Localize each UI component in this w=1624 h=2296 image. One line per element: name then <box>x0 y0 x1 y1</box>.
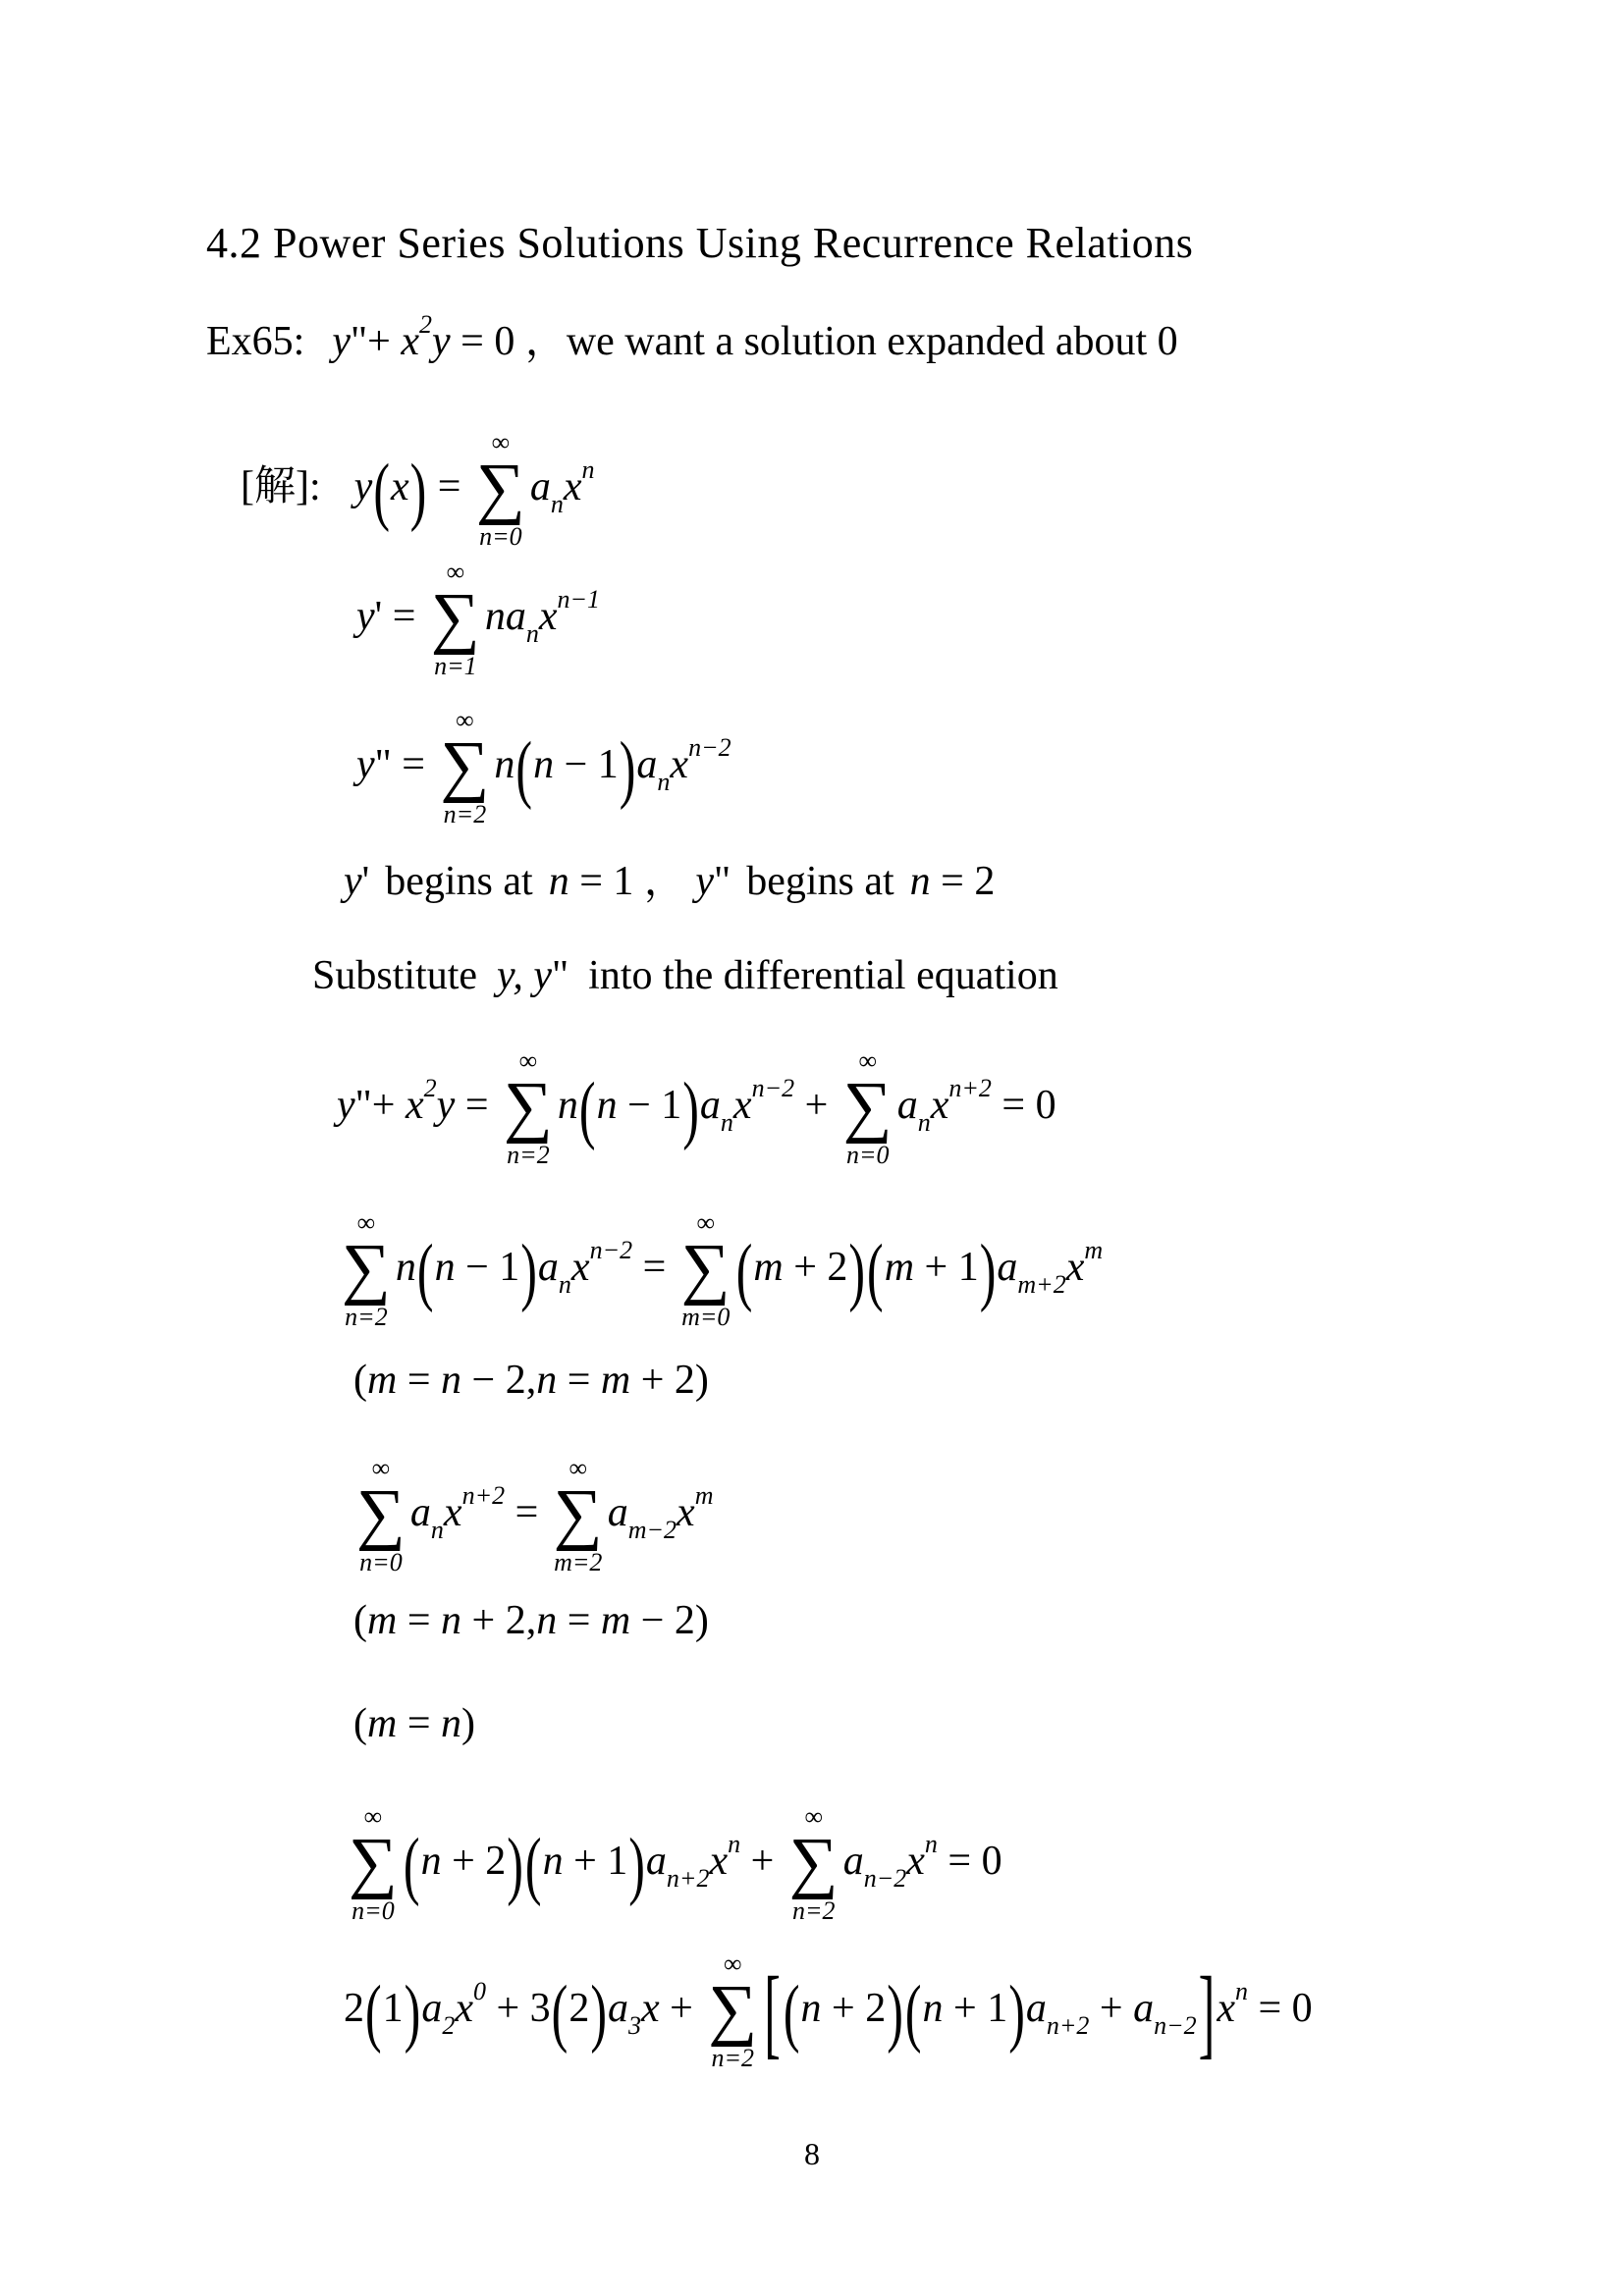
big-parenthesis: ) <box>1008 1968 1025 2055</box>
variable-superscript: n+2 <box>948 1073 992 1102</box>
variable-base: x <box>709 1838 729 1884</box>
math-variable <box>699 1082 733 1137</box>
variable-base: a <box>997 1244 1018 1290</box>
big-parenthesis: ) <box>887 1968 903 2055</box>
math-italic-text: y <box>356 741 375 787</box>
sum-upper-limit: ∞ <box>356 1208 376 1237</box>
math-roman-text: begins at <box>385 859 533 904</box>
math-italic-text: n <box>548 859 569 904</box>
variable-superscript: m <box>1084 1235 1104 1264</box>
sum-upper-limit: ∞ <box>858 1046 878 1075</box>
summation-symbol <box>431 560 480 679</box>
variable-base: a <box>529 463 551 509</box>
sum-upper-limit: ∞ <box>456 706 474 734</box>
math-variable <box>505 593 539 648</box>
math-roman-text: ( <box>353 1358 367 1403</box>
math-variable <box>406 1073 437 1128</box>
big-parenthesis: ) <box>404 1968 421 2055</box>
math-roman-text: ( <box>353 1701 367 1746</box>
variable-superscript: 0 <box>472 1976 486 2005</box>
math-italic-text: m <box>884 1244 915 1290</box>
sigma-icon: ∑ <box>356 1476 406 1552</box>
math-italic-text: n <box>533 741 555 787</box>
math-italic-text: n <box>909 859 931 904</box>
variable-subscript: n <box>657 767 671 796</box>
math-italic-text: n <box>536 1358 558 1403</box>
math-roman-text: " <box>714 859 731 904</box>
math-roman-text: + 2 <box>783 1244 848 1290</box>
math-roman-text: Substitute <box>312 953 478 998</box>
big-parenthesis: ( <box>867 1227 884 1313</box>
sum-lower-limit: m=2 <box>554 1548 603 1577</box>
variable-subscript: m−2 <box>627 1515 677 1544</box>
math-roman-text: + <box>740 1838 785 1884</box>
math-roman-text: = <box>455 1082 499 1128</box>
big-parenthesis: ) <box>619 724 636 811</box>
variable-subscript: n <box>558 1269 571 1299</box>
sum-lower-limit: n=2 <box>507 1141 550 1170</box>
big-parenthesis: ) <box>682 1065 699 1151</box>
summation-symbol <box>504 1048 553 1168</box>
math-italic-text: y <box>337 1082 355 1128</box>
sum-lower-limit: n=1 <box>434 652 477 681</box>
math-roman-text: = 1 ， <box>568 859 696 904</box>
math-variable <box>409 1489 444 1544</box>
big-parenthesis: ( <box>365 1968 382 2055</box>
big-parenthesis: ( <box>578 1065 596 1151</box>
variable-base: x <box>930 1082 949 1128</box>
math-roman-text: + 2 <box>821 1985 887 2031</box>
math-italic-text: m <box>753 1244 784 1290</box>
math-roman-text: = <box>632 1244 677 1290</box>
math-roman-text: + 1 <box>914 1244 979 1290</box>
variable-subscript: n−2 <box>1154 2010 1197 2040</box>
math-variable <box>709 1829 741 1884</box>
math-italic-text: n <box>420 1838 442 1884</box>
math-variable <box>563 454 595 509</box>
variable-base: a <box>537 1244 559 1290</box>
sigma-icon: ∑ <box>680 1231 731 1307</box>
sum-upper-limit: ∞ <box>696 1208 716 1237</box>
summation-symbol <box>356 1456 406 1575</box>
math-variable <box>607 1985 641 2040</box>
line-begins-at <box>344 856 995 908</box>
line-recurrence-equation <box>344 1951 1313 2071</box>
sigma-icon: ∑ <box>440 728 490 804</box>
big-parenthesis: ( <box>416 1227 434 1313</box>
line-ex65 <box>206 309 1178 368</box>
math-roman-text: − 1 <box>455 1244 520 1290</box>
sum-lower-limit: n=0 <box>359 1548 403 1577</box>
section-title: 4.2 Power Series Solutions Using Recurrence Relations <box>206 219 1194 267</box>
math-roman-text: ) <box>461 1701 476 1746</box>
variable-subscript: n <box>550 489 564 518</box>
big-parenthesis: ( <box>403 1821 420 1907</box>
sum-lower-limit: n=2 <box>711 2044 755 2073</box>
sum-lower-limit: m=0 <box>681 1303 731 1332</box>
variable-base: x <box>455 1985 473 2031</box>
math-variable <box>906 1829 938 1884</box>
line-solution-ansatz <box>241 430 595 550</box>
math-italic-text: n <box>494 741 515 787</box>
math-roman-text: " <box>552 953 569 998</box>
variable-base: a <box>607 1985 628 2031</box>
variable-subscript: n−2 <box>863 1863 907 1893</box>
big-parenthesis: ) <box>848 1227 866 1313</box>
math-roman-text: − 2, <box>461 1358 537 1403</box>
math-roman-text: + <box>794 1082 839 1128</box>
variable-base: x <box>1217 1985 1235 2031</box>
variable-base: a <box>1025 1985 1047 2031</box>
variable-base: x <box>677 1489 695 1535</box>
math-roman-text: − 1 <box>554 741 619 787</box>
line-index-shift-2-note <box>353 1595 709 1647</box>
variable-base: a <box>636 741 658 787</box>
sum-lower-limit: n=0 <box>845 1141 890 1170</box>
sum-upper-limit: ∞ <box>568 1454 588 1482</box>
math-italic-text: n <box>441 1701 462 1746</box>
math-italic-text: y, y <box>497 953 552 998</box>
math-italic-text: m <box>600 1598 631 1643</box>
sum-lower-limit: n=2 <box>345 1303 388 1332</box>
variable-base: x <box>538 593 558 639</box>
sum-upper-limit: ∞ <box>363 1802 383 1831</box>
variable-subscript: n <box>430 1515 444 1544</box>
big-parenthesis: ( <box>735 1227 753 1313</box>
math-italic-text: n <box>484 593 506 639</box>
sum-upper-limit: ∞ <box>804 1802 824 1831</box>
variable-superscript: n−1 <box>557 584 601 614</box>
math-italic-text: m <box>367 1598 398 1643</box>
summation-symbol <box>708 1951 757 2071</box>
math-variable <box>677 1480 714 1535</box>
line-index-shift-2 <box>352 1456 713 1575</box>
sigma-icon: ∑ <box>708 1972 758 2048</box>
sigma-icon: ∑ <box>842 1069 893 1145</box>
sum-lower-limit: n=0 <box>352 1896 395 1926</box>
math-italic-text: n <box>536 1598 558 1643</box>
math-variable <box>732 1073 795 1128</box>
line-substituted-equation <box>337 1048 1056 1168</box>
math-roman-text: = <box>505 1489 549 1535</box>
variable-base: a <box>409 1489 431 1535</box>
math-roman-text: into the differential equation <box>588 953 1058 998</box>
math-roman-text: = <box>557 1358 601 1403</box>
variable-superscript: n <box>1234 1976 1248 2005</box>
big-parenthesis: ( <box>515 724 533 811</box>
line-index-shift-1 <box>337 1210 1103 1330</box>
variable-subscript: m+2 <box>1017 1269 1066 1299</box>
variable-superscript: n <box>581 454 595 484</box>
variable-subscript: n <box>917 1107 931 1137</box>
math-roman-text: Ex65: <box>206 319 305 364</box>
math-roman-text: = 0 <box>991 1082 1056 1128</box>
math-roman-text: = 2 <box>930 859 996 904</box>
math-roman-text: 2 <box>568 1985 590 2031</box>
math-roman-text: + 2 <box>441 1838 507 1884</box>
math-variable <box>607 1489 677 1544</box>
variable-base: x <box>443 1489 462 1535</box>
math-roman-text: − 2) <box>630 1598 709 1643</box>
variable-base: a <box>896 1082 918 1128</box>
big-parenthesis: ) <box>520 1227 537 1313</box>
math-variable <box>997 1244 1066 1299</box>
variable-superscript: n <box>924 1829 938 1858</box>
math-variable <box>896 1082 931 1137</box>
big-parenthesis: ( <box>783 1968 800 2055</box>
variable-superscript: n <box>728 1829 741 1858</box>
math-roman-text: = <box>557 1598 601 1643</box>
big-parenthesis: ) <box>979 1227 997 1313</box>
line-y-double-prime <box>356 708 731 828</box>
page-number: 8 <box>804 2136 820 2171</box>
variable-base: a <box>699 1082 721 1128</box>
math-roman-text: begins at <box>746 859 894 904</box>
sum-upper-limit: ∞ <box>371 1454 391 1482</box>
math-variable <box>443 1480 506 1535</box>
math-italic-text: y <box>344 859 362 904</box>
variable-base: x <box>406 1082 424 1128</box>
summation-symbol <box>441 708 490 828</box>
big-parenthesis: ) <box>590 1968 607 2055</box>
math-variable <box>529 463 564 518</box>
sigma-icon: ∑ <box>349 1825 398 1900</box>
sigma-icon: ∑ <box>504 1069 553 1145</box>
math-italic-text: n <box>922 1985 944 2031</box>
variable-base: a <box>1133 1985 1155 2031</box>
big-parenthesis: ) <box>409 447 427 533</box>
math-roman-text: + 1 <box>943 1985 1008 2031</box>
math-roman-text: ( <box>353 1598 367 1643</box>
math-roman-text: − 1 <box>617 1082 682 1128</box>
math-roman-text: = <box>427 463 471 509</box>
variable-subscript: 2 <box>442 2010 456 2040</box>
variable-superscript: 2 <box>423 1073 437 1102</box>
sigma-icon: ∑ <box>430 580 480 656</box>
math-italic-text: y <box>436 1082 456 1128</box>
math-variable <box>645 1838 710 1893</box>
variable-subscript: n+2 <box>666 1863 710 1893</box>
math-italic-text: n <box>441 1358 462 1403</box>
variable-subscript: 3 <box>627 2010 641 2040</box>
math-variable <box>455 1976 486 2031</box>
line-y-prime <box>356 560 600 679</box>
variable-superscript: n−2 <box>589 1235 633 1264</box>
variable-base: x <box>732 1082 752 1128</box>
summation-symbol <box>349 1804 398 1924</box>
variable-base: a <box>421 1985 443 2031</box>
math-italic-text: y <box>431 319 451 364</box>
sum-lower-limit: n=0 <box>479 522 522 552</box>
math-roman-text: ' <box>361 859 370 904</box>
math-italic-text: y <box>332 319 351 364</box>
big-parenthesis: ( <box>904 1968 922 2055</box>
line-m-equals-n <box>353 1698 475 1750</box>
math-roman-text: " = <box>374 741 436 787</box>
sum-lower-limit: n=2 <box>791 1896 836 1926</box>
summation-symbol <box>476 430 525 550</box>
math-italic-text: n <box>596 1082 618 1128</box>
variable-superscript: 2 <box>418 310 432 339</box>
sigma-icon: ∑ <box>475 451 525 526</box>
line-substitute <box>312 950 1058 1002</box>
sum-upper-limit: ∞ <box>518 1046 538 1075</box>
math-italic-text: m <box>367 1358 398 1403</box>
math-variable <box>570 1235 633 1290</box>
variable-base: a <box>842 1838 864 1884</box>
variable-subscript: n+2 <box>1046 2010 1090 2040</box>
variable-base: x <box>570 1244 590 1290</box>
variable-superscript: n−2 <box>688 732 731 762</box>
math-variable <box>636 741 671 796</box>
math-italic-text: y <box>353 463 373 509</box>
sum-lower-limit: n=2 <box>443 800 487 829</box>
summation-symbol <box>554 1456 603 1575</box>
variable-superscript: n+2 <box>461 1480 506 1510</box>
big-bracket: ] <box>1198 1954 1216 2068</box>
line-index-shift-1-note <box>353 1355 709 1407</box>
math-variable <box>537 1244 571 1299</box>
math-italic-text: m <box>600 1358 631 1403</box>
math-roman-text: = 0 <box>1247 1985 1313 2031</box>
variable-base: x <box>670 741 689 787</box>
math-roman-text: = <box>397 1598 442 1643</box>
math-roman-text: ' = <box>374 593 426 639</box>
math-roman-text: = 0 ， <box>450 319 567 364</box>
math-italic-text: m <box>367 1701 398 1746</box>
math-roman-text: = <box>397 1358 442 1403</box>
big-parenthesis: ) <box>507 1821 523 1907</box>
math-roman-text: + <box>659 1985 704 2031</box>
math-variable <box>1025 1985 1090 2040</box>
math-variable <box>842 1838 907 1893</box>
math-roman-text: 1 <box>382 1985 404 2031</box>
big-parenthesis: ( <box>373 447 390 533</box>
math-italic-text: n <box>800 1985 822 2031</box>
sigma-icon: ∑ <box>342 1231 391 1307</box>
math-roman-text: = <box>397 1701 442 1746</box>
line-combined-sums <box>344 1804 1002 1924</box>
math-roman-text: = 0 <box>937 1838 1002 1884</box>
sigma-icon: ∑ <box>553 1476 603 1552</box>
math-roman-text: + 2) <box>630 1358 709 1403</box>
variable-base: x <box>1065 1244 1085 1290</box>
variable-base: a <box>645 1838 667 1884</box>
sum-upper-limit: ∞ <box>723 1949 742 1978</box>
summation-symbol <box>342 1210 391 1330</box>
math-variable <box>1065 1235 1104 1290</box>
variable-subscript: n <box>720 1107 733 1137</box>
math-roman-text: + 1 <box>563 1838 628 1884</box>
variable-base: a <box>607 1489 628 1535</box>
math-roman-text: [解]: <box>241 463 321 509</box>
summation-symbol <box>843 1048 893 1168</box>
math-variable <box>670 732 731 787</box>
sum-upper-limit: ∞ <box>491 428 511 456</box>
sum-upper-limit: ∞ <box>446 558 465 586</box>
math-italic-text: n <box>434 1244 456 1290</box>
math-italic-text: y <box>695 859 715 904</box>
variable-base: x <box>401 319 419 364</box>
summation-symbol <box>789 1804 839 1924</box>
math-roman-text: + 3 <box>485 1985 551 2031</box>
math-roman-text: "+ <box>350 319 402 364</box>
variable-base: x <box>906 1838 925 1884</box>
big-parenthesis: ) <box>628 1821 645 1907</box>
variable-subscript: n <box>525 618 539 648</box>
math-roman-text: + 2, <box>461 1598 537 1643</box>
math-variable <box>538 584 601 639</box>
math-variable <box>421 1985 456 2040</box>
variable-base: a <box>505 593 526 639</box>
math-italic-text: y <box>356 593 375 639</box>
math-italic-text: n <box>542 1838 564 1884</box>
variable-superscript: n−2 <box>751 1073 795 1102</box>
math-italic-text: x <box>390 463 409 509</box>
big-parenthesis: ( <box>551 1968 568 2055</box>
math-variable <box>930 1073 992 1128</box>
big-bracket: [ <box>764 1954 781 2068</box>
math-italic-text: n <box>395 1244 416 1290</box>
math-variable <box>1217 1976 1248 2031</box>
variable-superscript: m <box>694 1480 714 1510</box>
math-roman-text: we want a solution expanded about 0 <box>566 319 1178 364</box>
math-variable <box>401 310 432 364</box>
math-roman-text: + <box>1089 1985 1134 2031</box>
sigma-icon: ∑ <box>788 1825 839 1900</box>
summation-symbol <box>681 1210 731 1330</box>
math-variable <box>1133 1985 1197 2040</box>
variable-base: x <box>563 463 582 509</box>
math-italic-text: n <box>441 1598 462 1643</box>
big-parenthesis: ( <box>524 1821 542 1907</box>
math-italic-text: n <box>557 1082 578 1128</box>
math-italic-text: x <box>640 1985 660 2031</box>
math-roman-text: "+ <box>354 1082 406 1128</box>
math-roman-text: 2 <box>344 1985 364 2031</box>
